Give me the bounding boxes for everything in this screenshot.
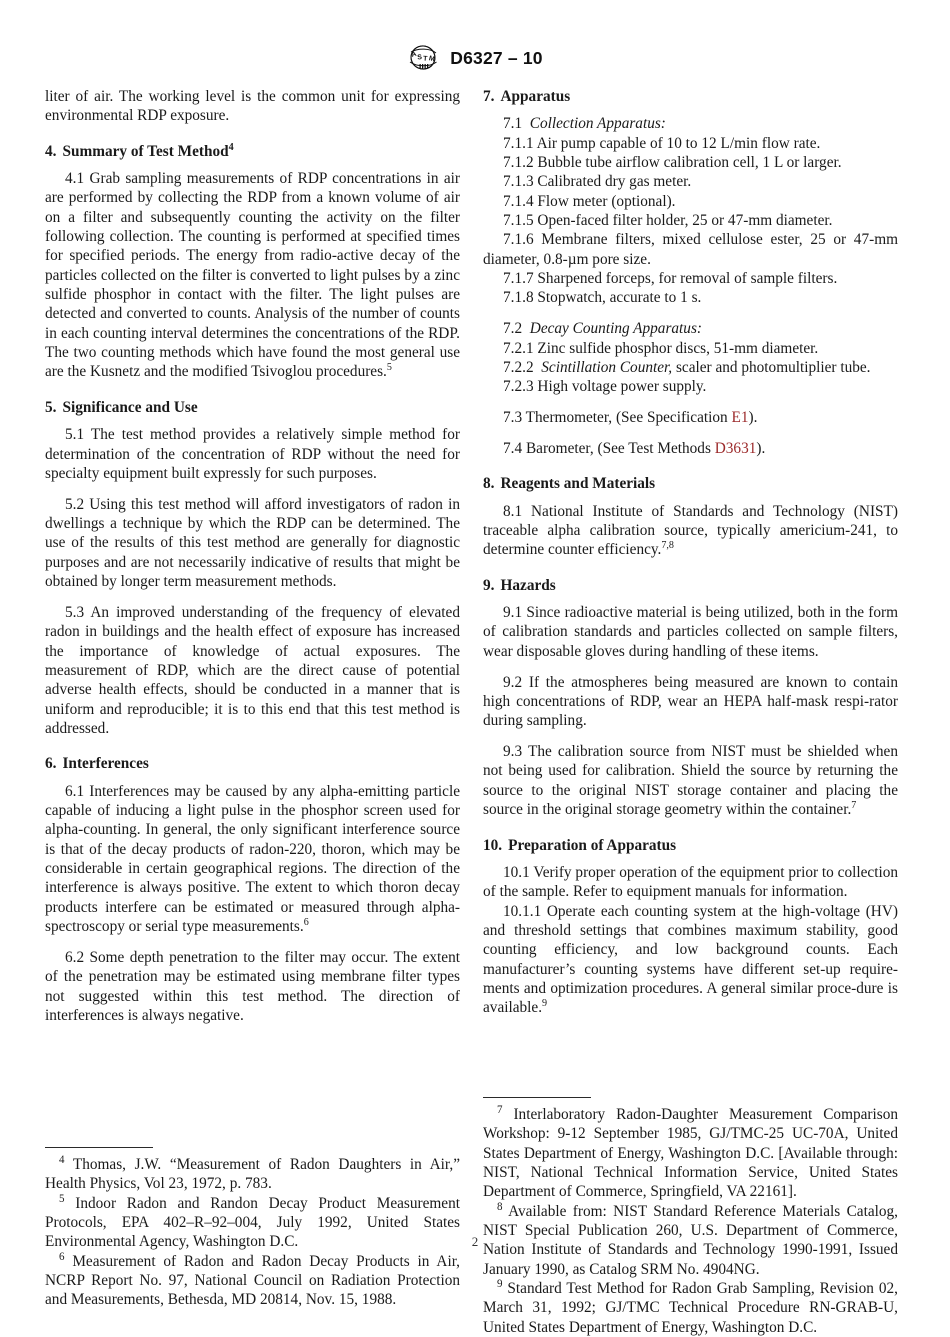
paragraph-9-2: 9.2 If the atmospheres being measured are known to contain high concentrations of RDP, wear an HEPA half-mask respi-rator during sampling.	[483, 673, 898, 730]
footnotes-right	[483, 1097, 898, 1337]
section-title-9: Hazards	[500, 576, 556, 594]
item-7-2-2	[483, 358, 898, 377]
footnote-text: Standard Test Method for Radon Grab Sampling, Revision 02, March 31, 1992; GJ/TMC Technical Procedure RN-GRAB-U, United States Department of Energy, Washington D.C.	[483, 1280, 898, 1336]
paragraph-8-1-text: 8.1 National Institute of Standards and Technology (NIST) traceable alpha calibration source, typically americium-241, to determine counter efficiency.	[483, 502, 898, 559]
paragraph-6-1-footnote-marker: 6	[303, 916, 309, 928]
footnote-item	[483, 1105, 898, 1202]
footnote-marker: 5	[59, 1192, 65, 1205]
section-number-8: 8.	[483, 475, 495, 493]
section-number-10: 10.	[483, 836, 503, 854]
item-7-1-8: 7.1.8 Stopwatch, accurate to 1 s.	[503, 289, 702, 307]
paragraph-4-1	[45, 169, 460, 382]
section-title-4: Summary of Test Method	[62, 142, 229, 160]
section-number-5: 5.	[45, 398, 57, 416]
paragraph-9-1: 9.1 Since radioactive material is being utilized, both in the form of calibration standards and particles collected on sample filters, wear disposable gloves during handling of these items.	[483, 604, 898, 660]
section-number-7: 7.	[483, 88, 495, 105]
footnote-marker: 7	[497, 1103, 503, 1116]
section-title-10: Preparation of Apparatus	[508, 836, 677, 854]
paragraph-6-1	[45, 782, 460, 937]
footnote-marker: 8	[497, 1200, 503, 1213]
svg-text:M: M	[428, 55, 436, 64]
item-7-3	[483, 408, 898, 427]
footnote-text: Measurement of Radon and Radon Decay Products in Air, NCRP Report No. 97, National Council on Radiation Protection and Measurements, Bethesda, MD 20814, Nov. 15, 1988.	[45, 1252, 460, 1309]
document-designation: D6327 – 10	[450, 47, 543, 68]
section-number-9: 9.	[483, 576, 495, 594]
paragraph-6-1-text: 6.1 Interferences may be caused by any alpha-emitting particle capable of inducing a light pulse in the phosphor screen used for alpha-counting. In general, the only significant interference source is that of the decay products of radon-220, thoron, which may be considerable in certain geographical regions. The direction of the interference is always positive. The extent to which thoron decay products interfere can be estimated or measured through alpha-spectroscopy or serial type measurements.	[45, 782, 460, 936]
footnote-text: Interlaboratory Radon-Daughter Measurement Comparison Workshop: 9-12 September 1985, GJ/TMC-25 UC-70A, United States Department of Energy, Washington D.C. [Available through: NIST, National Technical Information Service, United States Department of Commerce, Springfield, VA 22161].	[483, 1106, 898, 1201]
footnote-item	[45, 1155, 460, 1194]
item-7-2-2-number: 7.2.2	[503, 358, 534, 376]
item-7-2-3: 7.2.3 High voltage power supply.	[503, 378, 707, 396]
section-title-6: Interferences	[62, 755, 149, 773]
page-number: 2	[471, 1234, 479, 1249]
paragraph-5-2: 5.2 Using this test method will afford investigators of radon in dwellings a technique by which the RDP can be determined. The use of the results of this test method are generally for diagnostic purposes and are not necessarily indicative of results that might be obtained by longer term measurement methods.	[45, 495, 460, 591]
paragraph-10-1-1-footnote-marker: 9	[542, 998, 548, 1010]
paragraph-10-1: 10.1 Verify proper operation of the equipment prior to collection of the sample. Refer to equipment manuals for information.	[483, 863, 898, 901]
footnote-separator-right	[483, 1097, 591, 1098]
svg-text:T: T	[423, 55, 428, 63]
footnote-text: Indoor Radon and Randon Decay Product Measurement Protocols, EPA 402–R–92–004, July 1992, United States Environmental Agency, Washington D.C.	[45, 1194, 460, 1251]
footnotes-left	[45, 1147, 460, 1310]
footnote-text: Thomas, J.W. “Measurement of Radon Daughters in Air,” Health Physics, Vol 23, 1972, p. 783.	[45, 1156, 460, 1193]
paragraph-9-3-text: 9.3 The calibration source from NIST must be shielded when not being used for calibration. Shield the source by returning the source to the original NIST storage container and placing the source in the original storage geometry within the container.	[483, 743, 898, 819]
subsection-7-2-number: 7.2	[503, 320, 523, 338]
section-title-7: Apparatus	[500, 88, 571, 105]
footnote-text: Available from: NIST Standard Reference Materials Catalog, NIST Special Publication 260, U.S. Department of Commerce, Nation Institute of Standards and Technology 1990-1991, Issued January 1990, as Catalog SRM No. 4904NG.	[483, 1202, 898, 1278]
item-7-4-suffix: ).	[756, 440, 766, 457]
section-title-8: Reagents and Materials	[500, 475, 656, 493]
item-7-2-1: 7.2.1 Zinc sulfide phosphor discs, 51-mm diameter.	[503, 339, 819, 357]
left-column	[45, 87, 460, 1309]
footnote-item	[483, 1279, 898, 1337]
section-number-4: 4.	[45, 142, 57, 160]
subsection-7-1	[483, 114, 898, 133]
subsection-7-2-title: Decay Counting Apparatus:	[529, 320, 702, 338]
paragraph-10-1-1	[483, 902, 898, 1018]
footnote-separator-left	[45, 1147, 153, 1148]
section-number-6: 6.	[45, 755, 57, 773]
item-7-1-3: 7.1.3 Calibrated dry gas meter.	[503, 173, 692, 191]
spec-link-e1[interactable]: E1	[731, 409, 749, 427]
section-heading-10	[483, 836, 898, 855]
intro-paragraph: liter of air. The working level is the common unit for expressing environmental RDP exposure.	[45, 88, 460, 125]
page-header	[0, 0, 950, 82]
paragraph-5-1: 5.1 The test method provides a relatively simple method for determination of the concentration of RDP without the need for specialty equipment built expressly for such purposes.	[45, 426, 460, 482]
paragraph-9-3-footnote-marker: 7	[851, 800, 857, 812]
paragraph-6-2: 6.2 Some depth penetration to the filter may occur. The extent of the penetration may be estimated using membrane filter types not suggested within this test method. The direction of interferences is always negative.	[45, 948, 460, 1024]
section-heading-5	[45, 398, 460, 417]
footnote-marker: 6	[59, 1250, 65, 1263]
paragraph-10-1-1-text: 10.1.1 Operate each counting system at the high-voltage (HV) and threshold settings that combines maximum stability, good counting efficiency, and low background counts. Each manufacturer’s counting systems have different set-up require-ments and optimization procedures. A general similar proce-dure is available.	[483, 902, 898, 1017]
item-7-1-4: 7.1.4 Flow meter (optional).	[503, 192, 676, 210]
footnote-marker: 4	[59, 1153, 65, 1166]
two-column-body	[0, 82, 950, 1336]
section-4-footnote-marker: 4	[228, 141, 234, 153]
svg-text:A: A	[410, 50, 418, 59]
subsection-7-2	[483, 319, 898, 338]
astm-logo	[407, 44, 441, 72]
subsection-7-1-title: Collection Apparatus:	[529, 115, 666, 133]
item-7-3-prefix: 7.3 Thermometer, (See Specification	[503, 409, 732, 427]
item-7-1-7: 7.1.7 Sharpened forceps, for removal of sample filters.	[503, 270, 838, 288]
section-heading-9	[483, 576, 898, 595]
right-column	[483, 87, 898, 1336]
subsection-7-1-number: 7.1	[503, 115, 523, 133]
paragraph-8-1	[483, 502, 898, 560]
item-7-1-1: 7.1.1 Air pump capable of 10 to 12 L/min flow rate.	[503, 134, 821, 152]
item-7-4	[483, 439, 898, 458]
item-7-1-6: 7.1.6 Membrane filters, mixed cellulose ester, 25 or 47-mm diameter, 0.8-µm pore size.	[483, 231, 898, 268]
section-heading-4	[45, 142, 460, 161]
item-7-1-2: 7.1.2 Bubble tube airflow calibration cell, 1 L or larger.	[503, 154, 842, 172]
item-7-2-2-italic: Scintillation Counter,	[541, 358, 673, 376]
section-heading-6	[45, 754, 460, 773]
section-title-5: Significance and Use	[62, 398, 198, 416]
paragraph-4-1-text: 4.1 Grab sampling measurements of RDP concentrations in air are performed by collecting the RDP from a known volume of air on a filter and subsequently counting the activity on the filter following collection. The counting is performed at specified times for specified periods. The energy from radio-active decay of the particles collected on the filter is converted to light pulses by a zinc sulfide phosphor in contact with the filter. The light pulses are detected and converted to counts. Analysis of the number of counts in each counting interval determines the concentrations of the RDP. The two counting methods which have found the most general use are the Kusnetz and the modified Tsivoglou procedures.	[45, 170, 460, 381]
paragraph-4-1-footnote-marker: 5	[386, 362, 392, 374]
paragraph-5-3: 5.3 An improved understanding of the frequency of elevated radon in buildings and the health effect of exposure has increased the importance of knowledge of actual exposures. The measurement of RDP, which are the direct cause of potential adverse health effects, should be conducted in a manner that is uniform and reproducible; it is to this end that this test method is addressed.	[45, 603, 460, 737]
spec-link-d3631[interactable]: D3631	[714, 440, 757, 457]
footnote-item	[45, 1252, 460, 1310]
item-7-3-suffix: ).	[748, 409, 758, 427]
section-heading-8	[483, 474, 898, 493]
item-7-2-2-rest: scaler and photomultiplier tube.	[675, 358, 871, 376]
footnote-marker: 9	[497, 1278, 503, 1290]
svg-text:S: S	[417, 54, 423, 62]
paragraph-9-3	[483, 742, 898, 819]
item-7-4-prefix: 7.4 Barometer, (See Test Methods	[503, 440, 715, 457]
paragraph-8-1-footnote-marker: 7,8	[661, 540, 674, 552]
section-heading-7	[483, 87, 898, 106]
item-7-1-5: 7.1.5 Open-faced filter holder, 25 or 47-mm diameter.	[503, 212, 833, 230]
